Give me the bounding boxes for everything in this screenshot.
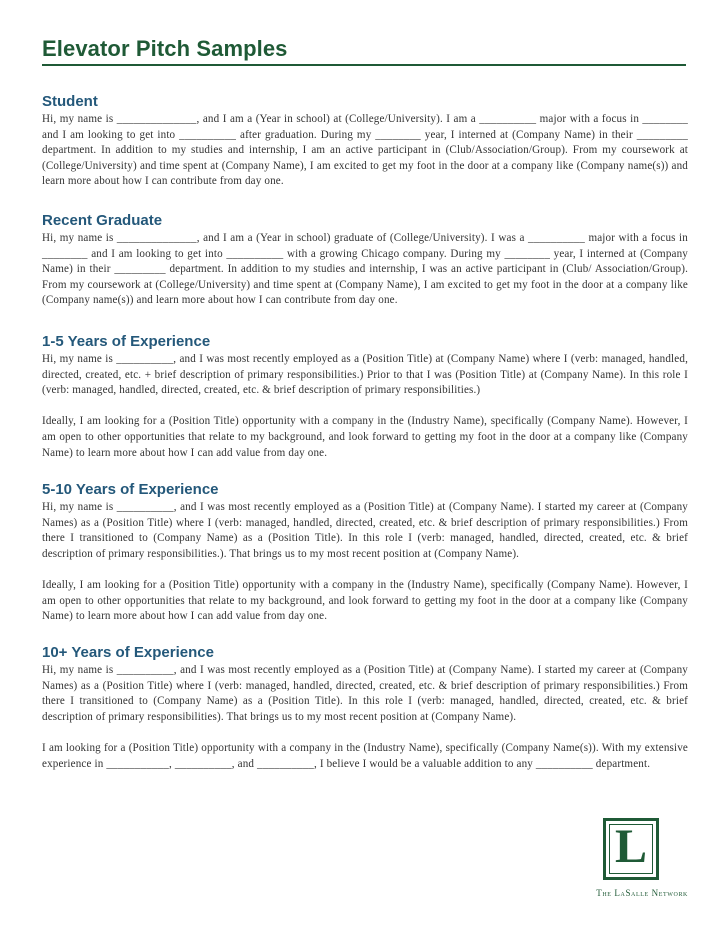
section-heading: Student: [42, 93, 98, 110]
logo-caption: The LaSalle Network: [596, 888, 688, 898]
logo-letter: L: [614, 820, 647, 873]
section-recent-graduate: [42, 212, 688, 309]
section-student: [42, 93, 688, 190]
section-paragraph: Ideally, I am looking for a (Position Title) opportunity with a company in the (Industry Name), specifically (Company Name). However, I am open to other opportunities that relate to my background, and look forward to getting my foot in the door at a company like (Company Name) to learn more about how I can add value from day one.: [42, 578, 688, 623]
section-1-5-years: [42, 333, 688, 461]
page-title: Elevator Pitch Samples: [42, 36, 686, 66]
section-paragraph: Hi, my name is __________, and I was most recently employed as a (Position Title) at (Company Name). I started my career at (Company Names) as a (Position Title) where I (verb: managed, handled, directed, created, etc. & brief description of primary responsibilities.) From there I transitioned to (Company Name) as a (Position Title). In this role I (verb: managed, handled, directed, created, etc. & brief description of primary responsibilities.). That brings us to my most recent position at (Company Name).: [42, 501, 688, 560]
section-paragraph: I am looking for a (Position Title) opportunity with a company in the (Industry Name), specifically (Company Name(s)). With my extensive experience in ___________, __________, and __________, I believe I would be a valuable addition to any __________ department.: [42, 741, 688, 770]
section-heading: Recent Graduate: [42, 212, 163, 229]
section-paragraph: Hi, my name is ______________, and I am a (Year in school) graduate of (College/University). I was a __________ major with a focus in ________ and I am looking to get into __________ with a growing Chicago company. During my ________ year, I interned at (Company Name) in their _________ department. In addition to my studies and internship, I was an active participant in (Club/ Association/Group). From my coursework at (College/University) and time spent at (Company Name), I am excited to get my foot in the door at a company like (Company name(s)) and learn more about how I can contribute from day one.: [42, 232, 688, 307]
section-paragraph: Hi, my name is __________, and I was most recently employed as a (Position Title) at (Company Name) where I (verb: managed, handled, directed, created, etc. + brief description of primary responsibilities.) Prior to that I was (Position Title) at (Company Name). In this role I (verb: managed, handled, directed, created, etc. & brief description of primary responsibilities.): [42, 353, 688, 397]
section-5-10-years: [42, 481, 688, 625]
section-10-plus-years: [42, 644, 688, 772]
section-paragraph: Hi, my name is __________, and I was most recently employed as a (Position Title) at (Company Name). I started my career at (Company Names) as a (Position Title) where I (verb: managed, handled, directed, created, etc. & brief description of primary responsibilities.) From there I transitioned to (Company Name) as a (Position Title). In this role I (verb: managed, handled, directed, created, etc. & brief description of primary responsibilities). That brings us to my most recent position at (Company Name).: [42, 664, 688, 723]
section-paragraph: Ideally, I am looking for a (Position Title) opportunity with a company in the (Industry Name), specifically (Company Name). However, I am open to other opportunities that relate to my background, and look forward to getting my foot in the door at a company like (Company Name) to learn more about how I can add value from day one.: [42, 415, 688, 459]
section-heading: 10+ Years of Experience: [42, 644, 214, 661]
lasalle-logo: [603, 818, 659, 880]
section-heading: 1-5 Years of Experience: [42, 333, 211, 350]
section-heading: 5-10 Years of Experience: [42, 481, 219, 498]
section-paragraph: Hi, my name is ______________, and I am a (Year in school) at (College/University). I am a __________ major with a focus in ________ and I am looking to get into __________ after graduation. During my ________ year, I interned at (Company Name) in their _________ department. In addition to my studies and internship, I am an active participant in (Club/Association/Group). From my coursework at (College/University) and time spent at (Company Name), I am excited to get my foot in the door at a company like (Company name(s)) and learn more about how I can contribute from day one.: [42, 113, 688, 188]
